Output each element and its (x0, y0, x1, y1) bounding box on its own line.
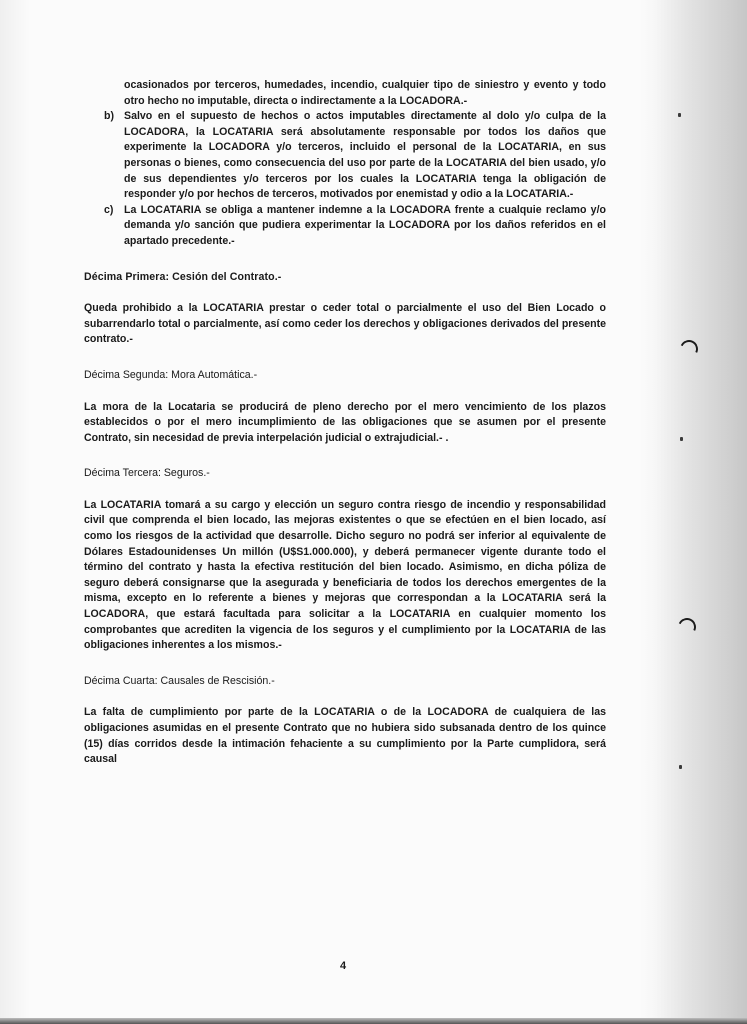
document-body (84, 78, 606, 768)
scan-bottom-edge (0, 1018, 747, 1024)
speck-mark-icon (679, 765, 682, 769)
section-body-mora: La mora de la Locataria se producirá de pleno derecho por el mero vencimiento de los plazos establecidos o por el mero incumplimiento de las obligaciones que se asumen por el presente Contrato, sin necesidad de previa interpelación judicial o extrajudicial.- . (84, 400, 606, 444)
page-number: 4 (340, 960, 347, 972)
list-item-c (84, 203, 606, 250)
section-heading-seguros: Décima Tercera: Seguros.- (84, 467, 210, 480)
section-heading-mora: Décima Segunda: Mora Automática.- (84, 368, 258, 381)
list-marker: b) (104, 110, 114, 123)
list-item-text: Salvo en el supuesto de hechos o actos imputables directamente al dolo y/o culpa de la LOCADORA, la LOCATARIA será absolutamente responsable por todos los daños que experimente la LOCADORA y/o terceros, incluido el personal de la LOCATARIA, en sus personas o bienes, como consecuencia del uso por parte de la LOCATARIA del bien usado, y/o de sus dependientes y/o terceros por los cuales la LOCATARIA tenga la obligación de responder y/o por hechos de terceros, motivados por enemistad y odio a la LOCATARIA.- (124, 110, 606, 201)
page-edge-shadow (655, 0, 747, 1024)
list-marker: c) (104, 203, 114, 216)
section-body-seguros: La LOCATARIA tomará a su cargo y elección un seguro contra riesgo de incendio y responsabilidad civil que comprenda el bien locado, las mejoras existentes o que se efectúen en el bien locado, así como los riesgos de la actividad que desarrolle. Dicho seguro no podrá ser inferior al equivalente de Dólares Estadounidenses Un millón (U$S1.000.000), y deberá permanecer vigente durante todo el término del contrato y hasta la efectiva restitución del bien locado. Asimismo, en dicha póliza de seguro deberá consignarse que la asegurada y beneficiaria de todos los derechos emergentes de la misma, excepto en lo referente a bienes y mejoras que correspondan a la LOCATARIA será la LOCADORA, que estará facultada para solicitar a la LOCATARIA en cualquier momento los comprobantes que acrediten la vigencia de los seguros y el cumplimiento por la LOCATARIA de las obligaciones inherentes a los mismos.- (84, 498, 606, 652)
section-body-rescision: La falta de cumplimiento por parte de la LOCATARIA o de la LOCADORA de cualquiera de las obligaciones asumidas en el presente Contrato que no hubiera sido subsanada dentro de los quince (15) días corridos desde la intimación fehaciente a su cumplimiento por la Parte cumplidora, será causal (84, 706, 606, 766)
speck-mark-icon (680, 437, 683, 441)
list-item-text: La LOCATARIA se obliga a mantener indemne a la LOCADORA frente a cualquie reclamo y/o demanda y/o sanción que pudiera experimentar la LOCADORA por los daños referidos en el apartado precedente.- (124, 203, 606, 247)
section-body-cesion: Queda prohibido a la LOCATARIA prestar o ceder total o parcialmente el uso del Bien Locado o subarrendarlo total o parcialmente, así como ceder los derechos y obligaciones derivados del presente contrato.- (84, 302, 606, 346)
intro-continuation-paragraph: ocasionados por terceros, humedades, incendio, cualquier tipo de siniestro y evento y todo otro hecho no imputable, directa o indirectamente a la LOCADORA.- (124, 79, 606, 107)
section-heading-rescision: Décima Cuarta: Causales de Rescisión.- (84, 674, 275, 687)
list-item-b (84, 109, 606, 203)
speck-mark-icon (678, 113, 681, 117)
section-heading-cesion: Décima Primera: Cesión del Contrato.- (84, 270, 282, 283)
